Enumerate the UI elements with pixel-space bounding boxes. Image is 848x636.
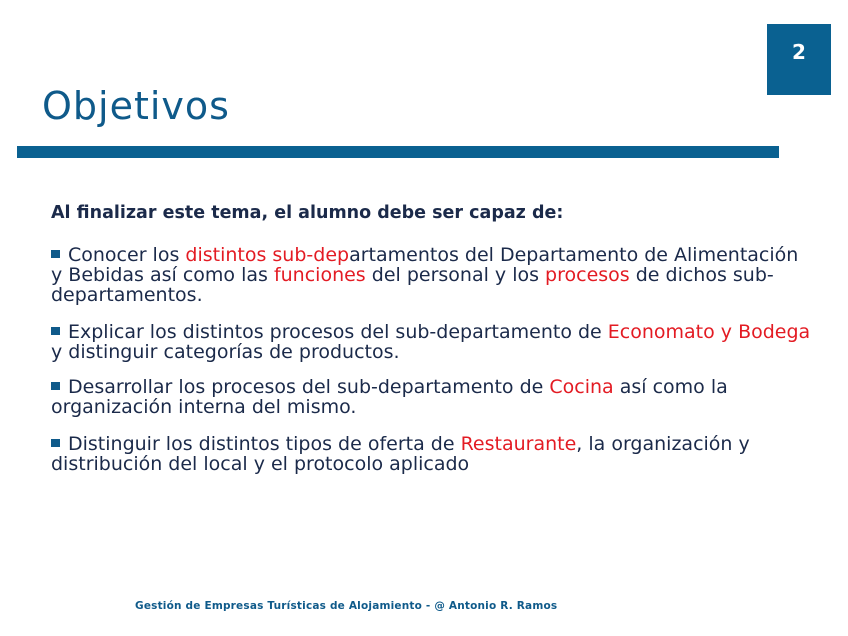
objective-highlight: Economato y Bodega: [607, 321, 811, 343]
square-bullet-icon: [51, 250, 60, 258]
objective-text: del personal y los: [365, 264, 546, 286]
objective-text: Desarrollar los procesos del sub-departamento de: [68, 376, 550, 398]
objective-item: [51, 434, 811, 474]
slide-footer: Gestión de Empresas Turísticas de Alojamiento - @ Antonio R. Ramos: [135, 600, 558, 612]
objective-text: artamentos del Departamento de Alimentación y Bebidas así como las: [51, 244, 799, 286]
objective-text: de dichos sub-departamentos.: [51, 264, 774, 306]
objective-text: así como la organización interna del mismo.: [51, 376, 728, 418]
square-bullet-icon: [51, 439, 60, 447]
objectives-list: [51, 245, 811, 491]
objective-item: [51, 322, 811, 362]
objective-text: , la organización y distribución del local y el protocolo aplicado: [51, 433, 750, 475]
square-bullet-icon: [51, 382, 60, 390]
objective-highlight: funciones: [273, 264, 366, 286]
objective-highlight: Cocina: [549, 376, 614, 398]
title-underline: [17, 146, 779, 158]
slide-title: Objetivos: [42, 84, 230, 128]
objective-text: y distinguir categorías de productos.: [51, 341, 400, 363]
page-number-badge: [767, 24, 831, 95]
objective-text: Explicar los distintos procesos del sub-departamento de: [68, 321, 608, 343]
objectives-intro: Al finalizar este tema, el alumno debe ser capaz de:: [51, 203, 564, 223]
objective-highlight: procesos: [545, 264, 630, 286]
objective-text: Conocer los: [68, 244, 186, 266]
objective-text: Distinguir los distintos tipos de oferta de: [68, 433, 461, 455]
objective-highlight: Restaurante: [460, 433, 577, 455]
objective-item: [51, 377, 811, 417]
objective-highlight: distintos sub-dep: [185, 244, 350, 266]
page-number: 2: [792, 40, 806, 64]
objective-item: [51, 245, 811, 305]
square-bullet-icon: [51, 327, 60, 335]
